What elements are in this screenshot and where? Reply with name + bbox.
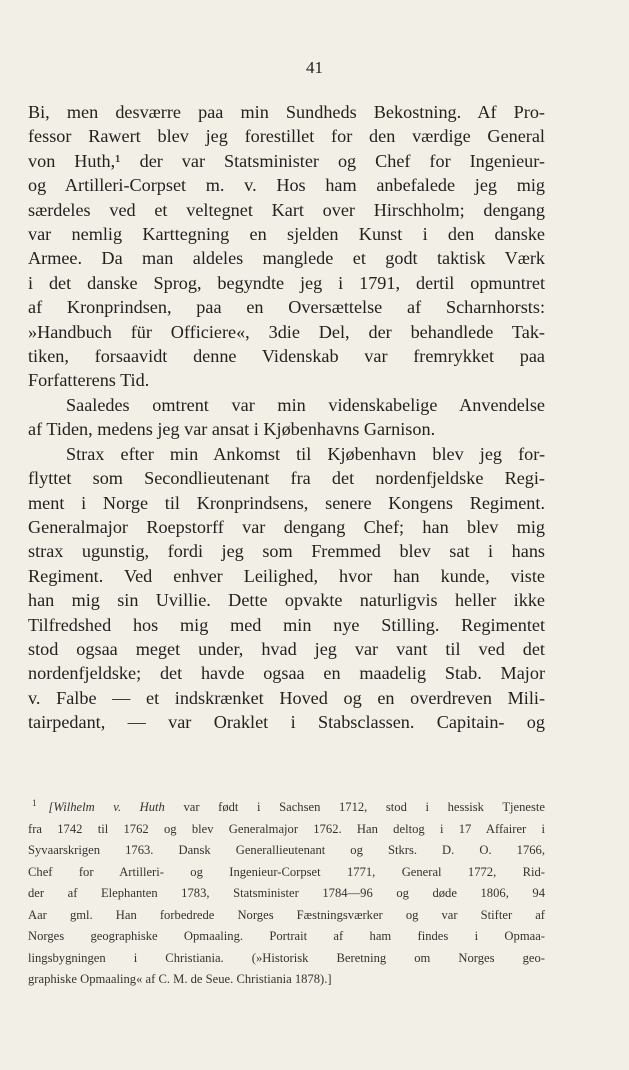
text-line: strax ugunstig, fordi jeg som Fremmed blev sat i hans — [28, 541, 545, 562]
text-line: Forfatterens Tid. — [28, 370, 150, 391]
text-line: i det danske Sprog, begyndte jeg i 1791, dertil opmuntret — [28, 272, 545, 293]
footnote-line: lingsbygningen i Christiania. (»Historisk Beretning om Norges geo- — [28, 950, 545, 965]
text-line: Strax efter min Ankomst til Kjøbenhavn blev jeg for- — [66, 443, 545, 464]
footnote-line: Syvaarskrigen 1763. Dansk Generallieutenant og Stkrs. D. O. 1766, — [28, 843, 545, 857]
text-line: v. Falbe — et indskrænket Hoved og en overdreven Mili- — [28, 687, 545, 708]
footnote-line: graphiske Opmaaling« af C. M. de Seue. Christiania 1878).] — [28, 972, 332, 986]
footnote-line — [28, 793, 545, 819]
text-line: Regiment. Ved enhver Leilighed, hvor han kunde, viste — [28, 565, 545, 586]
text-line: Armee. Da man aldeles manglede et godt taktisk Værk — [28, 248, 545, 269]
text-line: tiken, forsaavidt denne Videnskab var fremrykket paa — [28, 346, 545, 367]
text-line: og Artilleri-Corpset m. v. Hos ham anbefalede jeg mig — [28, 175, 545, 196]
footnote-marker: 1 — [32, 798, 37, 808]
text-line: tairpedant, — var Oraklet i Stabsclassen. Capitain- og — [28, 712, 545, 733]
text-line: »Handbuch für Officiere«, 3die Del, der behandlede Tak- — [28, 321, 545, 342]
text-line: Saaledes omtrent var min videnskabelige Anvendelse — [66, 394, 545, 415]
footnote-line: Chef for Artilleri- og Ingenieur-Corpset 1771, General 1772, Rid- — [28, 864, 545, 879]
text-line: særdeles ved et veltegnet Kart over Hirschholm; dengang — [28, 199, 545, 220]
footnote-lines — [28, 819, 545, 991]
text-line: nordenfjeldske; det havde ogsaa en maadelig Stab. Major — [28, 663, 545, 684]
text-line: var nemlig Karttegning en sjelden Kunst i den danske — [28, 224, 545, 245]
text-line: Tilfredshed hos mig med min nye Stilling. Regimentet — [28, 614, 545, 635]
footnote-line-text: var født i Sachsen 1712, stod i hessisk Tjeneste — [183, 800, 546, 814]
text-line: ment i Norge til Kronprindsens, senere Kongens Regiment. — [28, 492, 545, 513]
footnote — [28, 793, 545, 991]
text-line: von Huth,¹ der var Statsminister og Chef for Ingenieur- — [28, 150, 545, 171]
text-line: fessor Rawert blev jeg forestillet for den værdige General — [28, 126, 545, 147]
text-line: flyttet som Secondlieutenant fra det nordenfjeldske Regi- — [28, 468, 545, 489]
text-line: Bi, men desværre paa min Sundheds Bekostning. Af Pro- — [28, 102, 545, 122]
footnote-line: Aar gml. Han forbedrede Norges Fæstningsværker og var Stifter af — [28, 907, 545, 922]
footnote-line: fra 1742 til 1762 og blev Generalmajor 1762. Han deltog i 17 Affairer i — [28, 821, 545, 836]
footnote-line: der af Elephanten 1783, Statsminister 1784—96 og døde 1806, 94 — [28, 886, 545, 900]
text-line: af Tiden, medens jeg var ansat i Kjøbenhavns Garnison. — [28, 419, 436, 440]
text-line: af Kronprindsen, paa en Oversættelse af Scharnhorsts: — [28, 297, 545, 318]
text-line: Generalmajor Roepstorff var dengang Chef; han blev mig — [28, 516, 545, 537]
text-line: stod ogsaa meget under, hvad jeg var vant til ved det — [28, 638, 545, 659]
body-text — [28, 100, 545, 735]
text-line: han mig sin Uvillie. Dette opvakte naturligvis heller ikke — [28, 590, 545, 611]
footnote-line: Norges geographiske Opmaaling. Portrait af ham findes i Opmaa- — [28, 929, 545, 943]
page-number: 41 — [306, 58, 323, 77]
footnote-name: [Wilhelm v. Huth — [48, 800, 165, 814]
